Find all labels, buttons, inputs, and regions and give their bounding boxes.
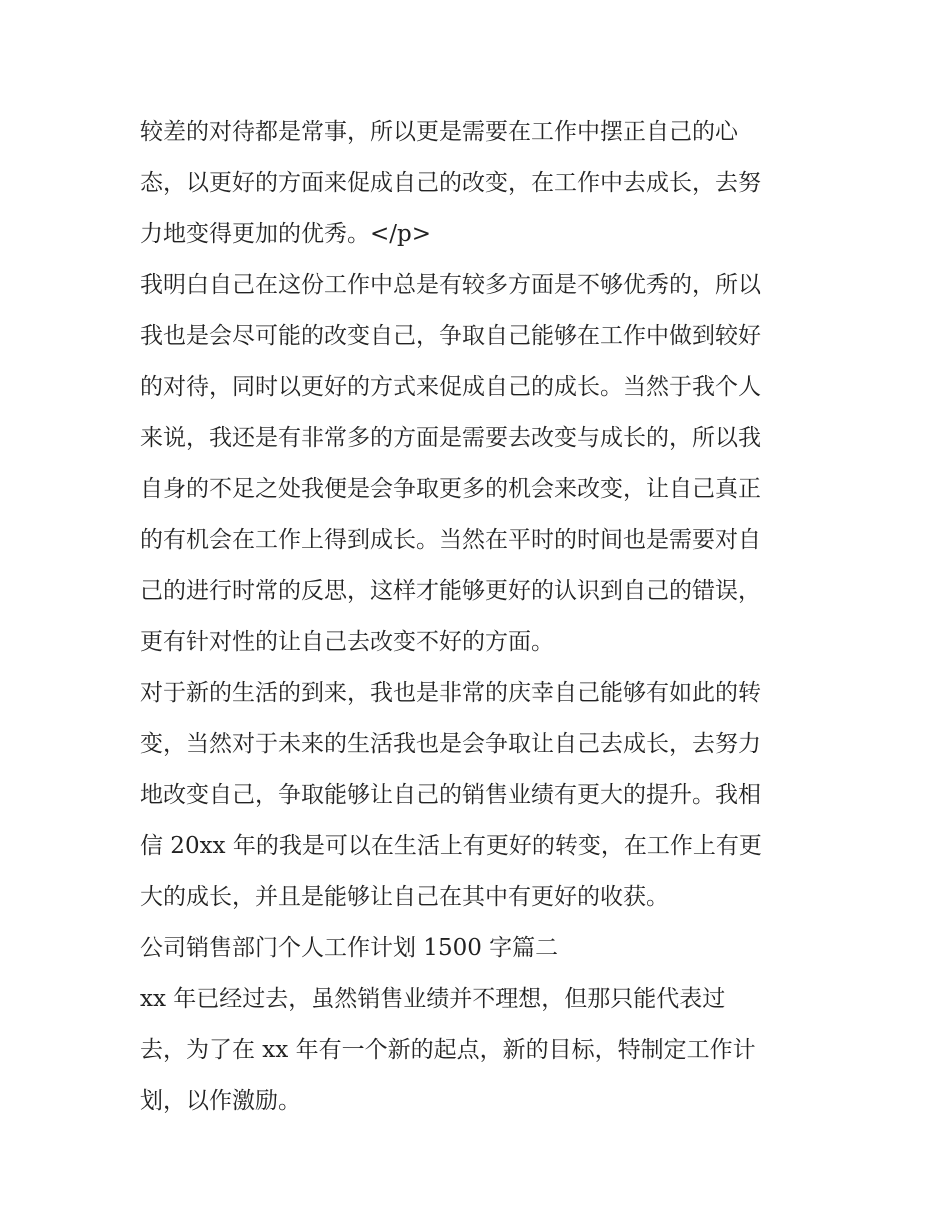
- text-line: 的对待，同时以更好的方式来促成自己的成长。当然于我个人: [140, 374, 761, 400]
- text-line: 己的进行时常的反思，这样才能够更好的认识到自己的错误，: [140, 578, 761, 604]
- text-line: 力地变得更加的优秀。</p>: [140, 221, 432, 247]
- text-line: 态，以更好的方面来促成自己的改变，在工作中去成长，去努: [140, 170, 761, 196]
- document-body: [140, 107, 830, 1127]
- text-line: 大的成长，并且是能够让自己在其中有更好的收获。: [140, 884, 669, 910]
- text-line: 的有机会在工作上得到成长。当然在平时的时间也是需要对自: [140, 527, 761, 553]
- text-line: 来说，我还是有非常多的方面是需要去改变与成长的，所以我: [140, 425, 761, 451]
- section-heading: 公司销售部门个人工作计划 1500 字篇二: [140, 935, 559, 961]
- text-line: 更有针对性的让自己去改变不好的方面。: [140, 629, 554, 655]
- text-line: xx 年已经过去，虽然销售业绩并不理想，但那只能代表过: [140, 986, 726, 1012]
- text-line: 我明白自己在这份工作中总是有较多方面是不够优秀的，所以: [140, 272, 761, 298]
- text-line: 对于新的生活的到来，我也是非常的庆幸自己能够有如此的转: [140, 680, 761, 706]
- text-line: 划，以作激励。: [140, 1088, 301, 1114]
- text-line: 变，当然对于未来的生活我也是会争取让自己去成长，去努力: [140, 731, 761, 757]
- text-line: 地改变自己，争取能够让自己的销售业绩有更大的提升。我相: [140, 782, 761, 808]
- text-line: 我也是会尽可能的改变自己，争取自己能够在工作中做到较好: [140, 323, 761, 349]
- text-line: 自身的不足之处我便是会争取更多的机会来改变，让自己真正: [140, 476, 761, 502]
- text-line: 去，为了在 xx 年有一个新的起点，新的目标，特制定工作计: [140, 1037, 756, 1063]
- text-line: 较差的对待都是常事，所以更是需要在工作中摆正自己的心: [140, 119, 738, 145]
- text-line: 信 20xx 年的我是可以在生活上有更好的转变，在工作上有更: [140, 833, 762, 859]
